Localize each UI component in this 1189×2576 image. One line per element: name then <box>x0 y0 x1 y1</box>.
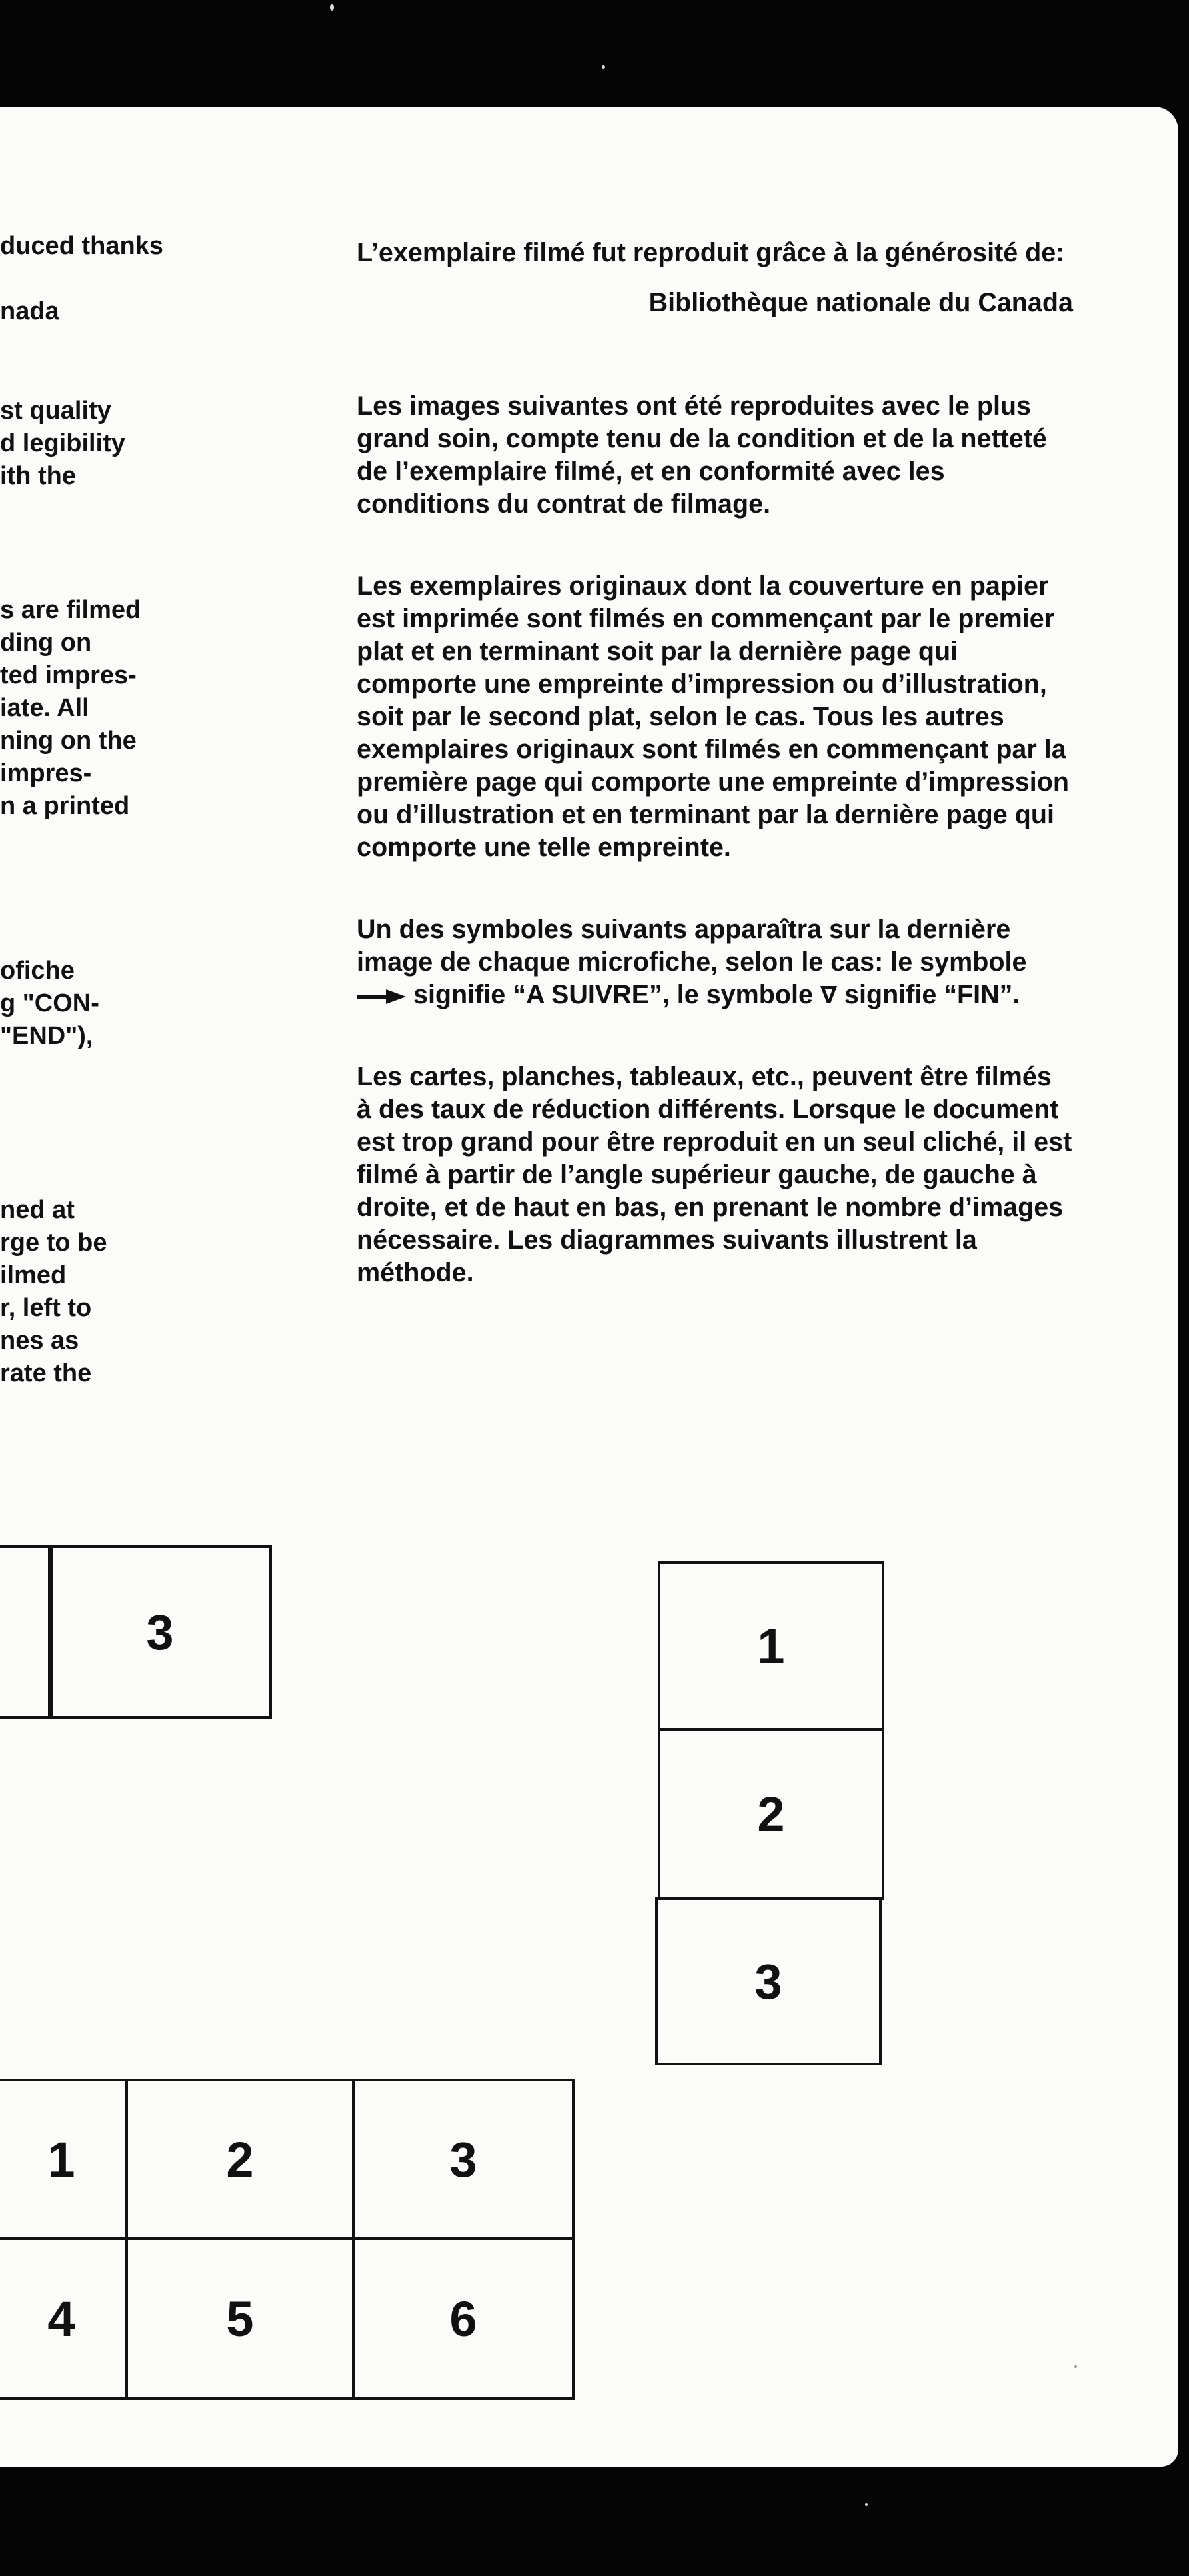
diagram-grid-cell-1 <box>0 2079 128 2240</box>
right-column-text <box>357 237 1073 1289</box>
diagram-grid-cell-5 <box>125 2237 355 2400</box>
continued-arrow-icon <box>357 989 406 1004</box>
diagram-grid-cell-2 <box>125 2079 355 2240</box>
diagram-vertical-box-1 <box>658 1561 884 1731</box>
left-line: iate. All <box>0 694 89 722</box>
diagram-grid-cell-4 <box>0 2237 128 2400</box>
library-credit: Bibliothèque nationale du Canada <box>648 288 1073 317</box>
scan-speck <box>602 65 605 69</box>
diagram-vertical-box-3 <box>655 1897 882 2065</box>
diagram-label: 1 <box>757 1618 785 1674</box>
left-line: g "CON- <box>0 989 99 1017</box>
diagram-grid-cell-3 <box>352 2079 575 2240</box>
symbols-text-c: signifie “FIN”. <box>844 980 1020 1009</box>
left-line: rge to be <box>0 1229 107 1257</box>
left-line: nada <box>0 297 59 325</box>
diagram-row-box-3 <box>48 1545 272 1719</box>
left-line: st quality <box>0 397 111 425</box>
symbols-text-a: Un des symboles suivants apparaîtra sur la dernière image de chaque microfiche, selon le cas: le symbole <box>357 915 1027 977</box>
left-line: nes as <box>0 1327 79 1355</box>
left-line: impres- <box>0 759 92 787</box>
scan-speck <box>1074 2365 1077 2368</box>
quality-paragraph: Les images suivantes ont été reproduites avec le plus grand soin, compte tenu de la condition et de la netteté de l’exemplaire filmé, et en conformité avec les conditions du contrat de filmage. <box>357 391 1047 519</box>
scan-speck <box>865 2503 868 2506</box>
diagram-row-box-1 <box>0 1545 53 1719</box>
left-line: n a printed <box>0 792 130 820</box>
diagram-label: 5 <box>226 2291 254 2347</box>
diagram-label: 6 <box>449 2291 477 2347</box>
left-line: d legibility <box>0 429 125 457</box>
diagram-label: 3 <box>754 1953 782 2009</box>
diagram-label: 3 <box>146 1604 174 1660</box>
diagram-label: 3 <box>449 2131 477 2187</box>
symbols-paragraph <box>357 913 1073 1011</box>
diagram-label: 2 <box>757 1786 785 1842</box>
diagram-grid-cell-6 <box>352 2237 575 2400</box>
left-line: duced thanks <box>0 232 163 260</box>
end-triangle-icon: ∇ <box>820 981 838 1009</box>
diagram-label: 2 <box>226 2131 254 2187</box>
left-line: rate the <box>0 1359 92 1387</box>
filming-order-paragraph: Les exemplaires originaux dont la couverture en papier est imprimée sont filmés en commençant par le premier plat et en terminant soit par la dernière page qui comporte une empreinte d’impression ou d’illustration, soit par le second plat, selon le cas. Tous les autres exemplaires originaux sont filmés en commençant par la première page qui comporte une empreinte d’impression ou d’illustration et en terminant par la dernière page qui comporte une telle empreinte. <box>357 571 1069 862</box>
left-line: ted impres- <box>0 661 137 689</box>
left-line: ding on <box>0 629 92 657</box>
symbols-text-b: signifie “A SUIVRE”, le symbole <box>413 980 813 1009</box>
left-line <box>0 263 167 295</box>
intro-paragraph: L’exemplaire filmé fut reproduit grâce à la générosité de: <box>357 238 1065 267</box>
left-line: s are filmed <box>0 596 141 624</box>
left-line: "END"), <box>0 1022 93 1050</box>
diagram-label: 1 <box>47 2131 75 2187</box>
left-line: ning on the <box>0 727 137 755</box>
scan-speck <box>330 4 334 11</box>
left-line: ned at <box>0 1196 75 1224</box>
diagram-vertical-box-2 <box>658 1728 884 1900</box>
left-line: r, left to <box>0 1294 92 1322</box>
left-line: ilmed <box>0 1261 67 1289</box>
reduction-paragraph: Les cartes, planches, tableaux, etc., peuvent être filmés à des taux de réduction différents. Lorsque le document est trop grand pour être reproduit en un seul cliché, il est filmé à partir de l’angle supérieur gauche, de gauche à droite, et de haut en bas, en prenant le nombre d’images nécessaire. Les diagrammes suivants illustrent la méthode. <box>357 1062 1072 1287</box>
diagram-label: 4 <box>47 2291 75 2347</box>
left-column-text <box>0 230 167 1390</box>
left-line: ith the <box>0 462 76 490</box>
left-line: ofiche <box>0 957 75 985</box>
